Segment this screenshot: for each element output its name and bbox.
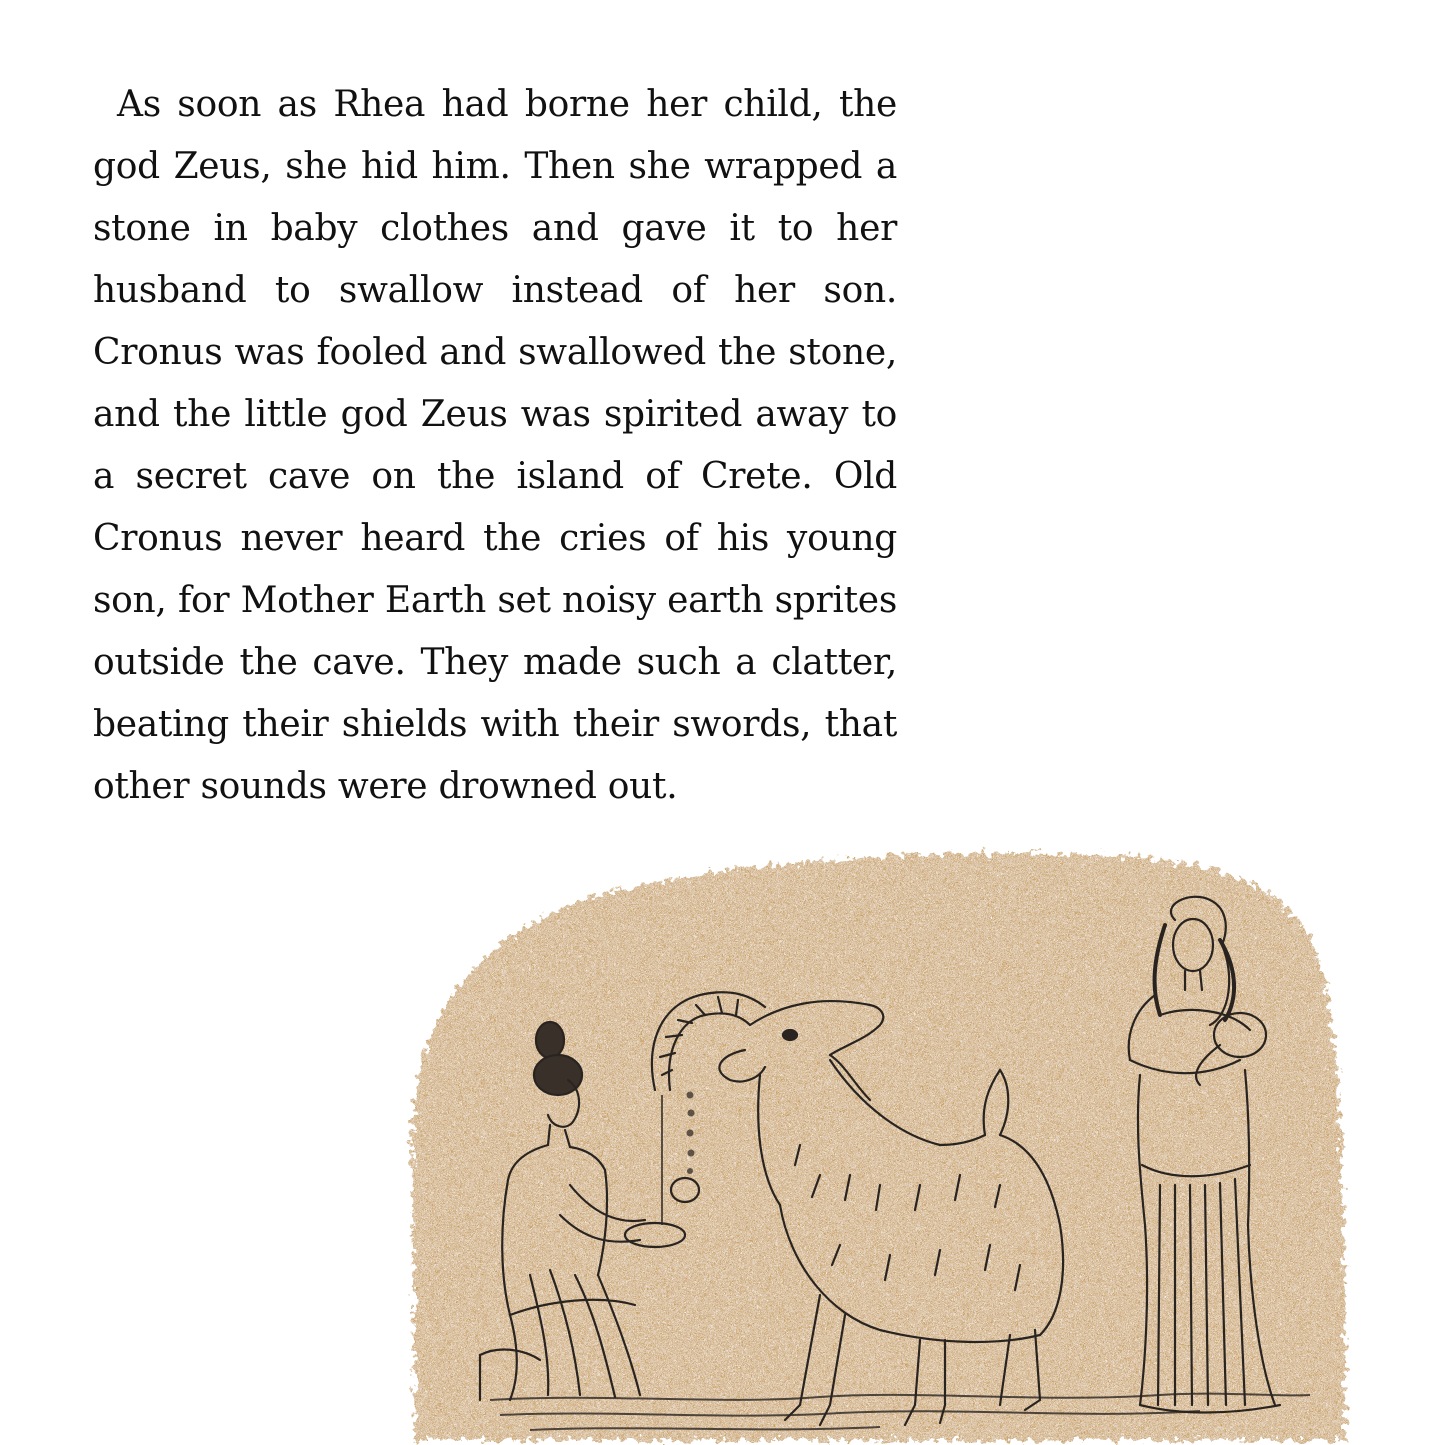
story-paragraph: As soon as Rhea had borne her child, the god Zeus, she hid him. Then she wrapped a stone in baby clothes and gave it to her husband to swallow instead of her son. Cronus was fooled and swallowed the stone, and the little god Zeus was spirited away to a secret cave on the island of Crete. Old Cronus never heard the cries of his young son, for Mother Earth set noisy earth sprites outside the cave. They made such a clatter, beating their shields with their swords, that other sounds were drowned out. xyxy=(93,84,897,807)
illustration-goat-and-women xyxy=(400,845,1445,1445)
illustration-svg xyxy=(400,845,1445,1445)
sand-background xyxy=(412,854,1345,1440)
story-text-block xyxy=(93,74,897,818)
